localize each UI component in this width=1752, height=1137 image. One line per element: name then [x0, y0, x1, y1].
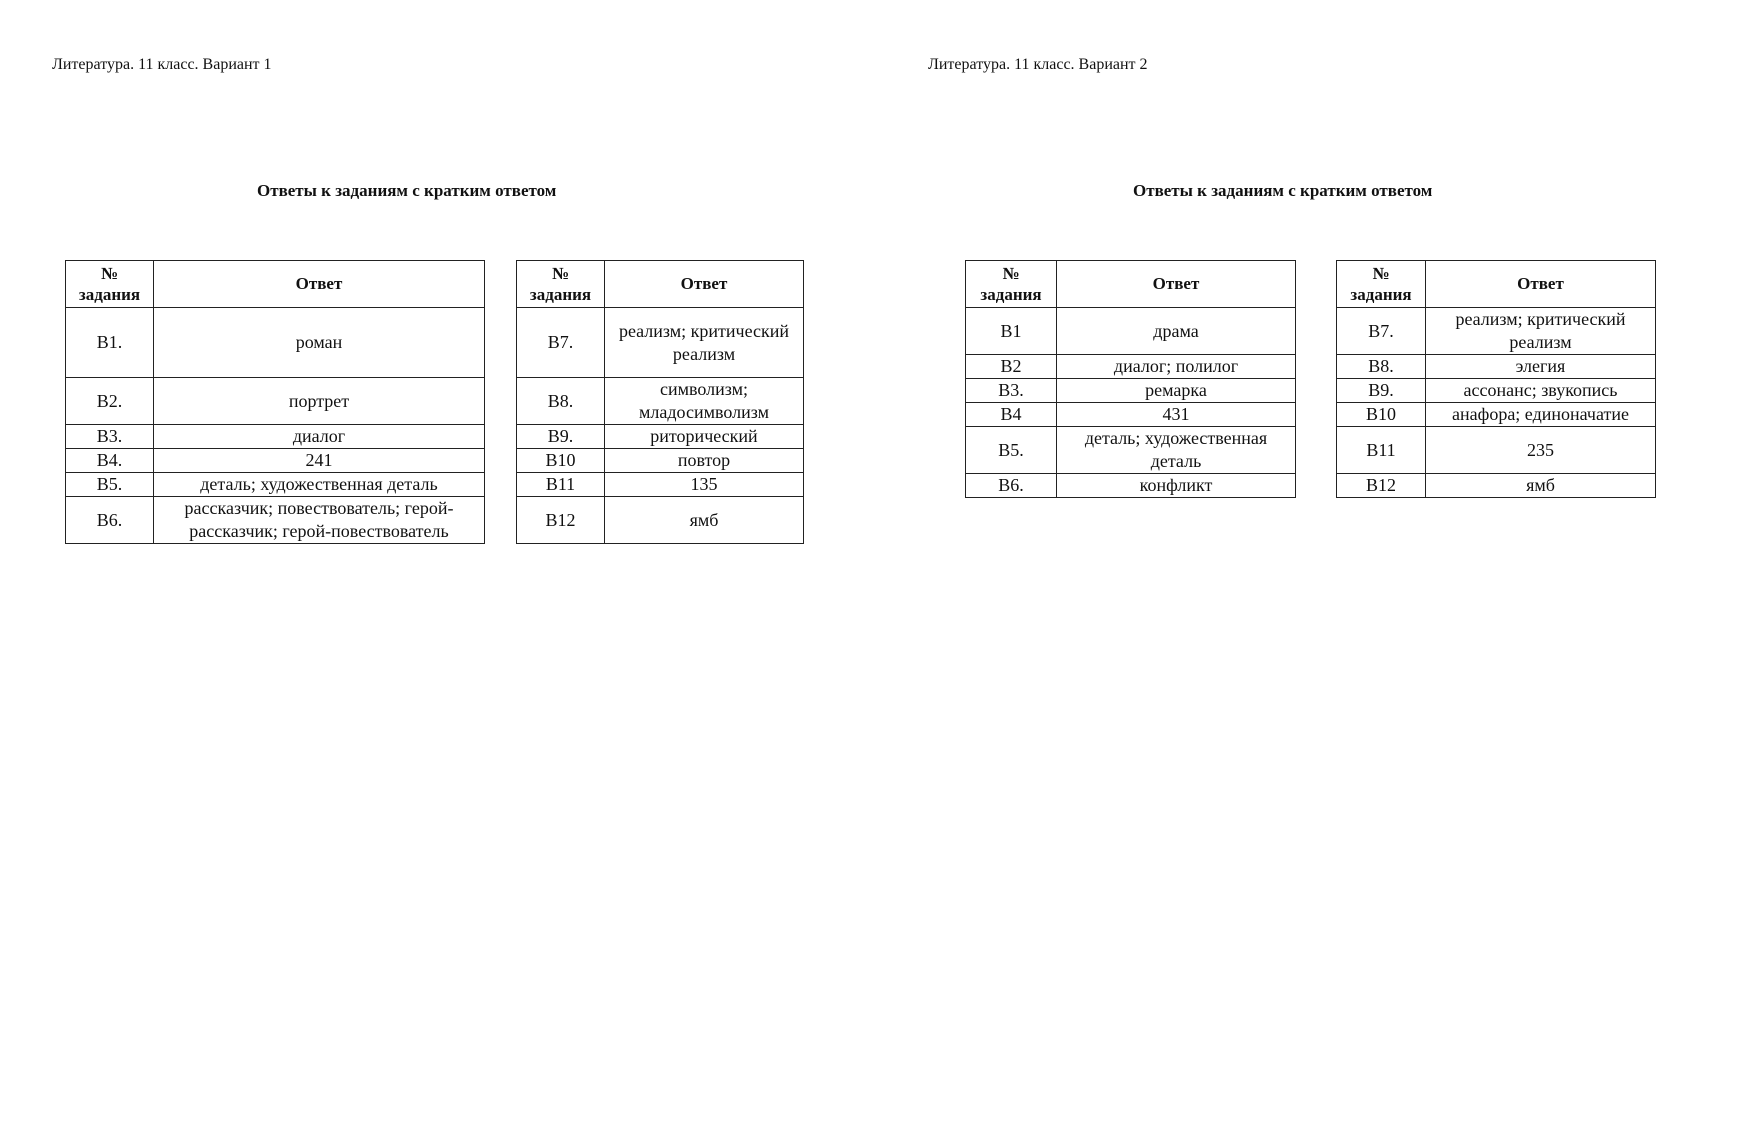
table-header-row — [1337, 261, 1656, 308]
task-answer: элегия — [1426, 355, 1656, 379]
task-number: В5. — [66, 473, 154, 497]
task-number: В4. — [66, 449, 154, 473]
table-row — [966, 474, 1296, 498]
column-header-answer: Ответ — [154, 261, 485, 308]
table-row — [966, 427, 1296, 474]
task-answer: повтор — [605, 449, 804, 473]
task-answer: 135 — [605, 473, 804, 497]
column-header-number-line1: № — [1002, 264, 1020, 283]
task-answer: деталь; художественная деталь — [154, 473, 485, 497]
column-header-answer: Ответ — [1057, 261, 1296, 308]
section-title-variant-2: Ответы к заданиям с кратким ответом — [1133, 181, 1433, 200]
task-answer: драма — [1057, 308, 1296, 355]
task-answer: риторический — [605, 425, 804, 449]
table-row — [1337, 355, 1656, 379]
task-number: В3. — [66, 425, 154, 449]
task-answer: ямб — [605, 497, 804, 544]
task-number: В9. — [1337, 379, 1426, 403]
task-answer: роман — [154, 308, 485, 378]
answers-table-v1-right — [516, 260, 804, 544]
task-number: В7. — [517, 308, 605, 378]
table-row — [517, 378, 804, 425]
table-row — [66, 497, 485, 544]
task-number: В12 — [1337, 474, 1426, 498]
table-row — [66, 308, 485, 378]
table-row — [66, 449, 485, 473]
task-number: В5. — [966, 427, 1057, 474]
task-answer: реализм; критический реализм — [1426, 308, 1656, 355]
task-number: В2 — [966, 355, 1057, 379]
task-number: В10 — [517, 449, 605, 473]
task-number: В11 — [1337, 427, 1426, 474]
task-number: В10 — [1337, 403, 1426, 427]
table-row — [966, 379, 1296, 403]
column-header-number — [1337, 261, 1426, 308]
table-row — [1337, 403, 1656, 427]
column-header-number-line2: задания — [980, 285, 1042, 304]
table-row — [517, 308, 804, 378]
page-header-variant-2: Литература. 11 класс. Вариант 2 — [928, 56, 1148, 73]
table-row — [966, 355, 1296, 379]
task-number: В9. — [517, 425, 605, 449]
task-answer: ямб — [1426, 474, 1656, 498]
column-header-answer: Ответ — [605, 261, 804, 308]
column-header-number-line1: № — [551, 264, 570, 283]
task-number: В4 — [966, 403, 1057, 427]
table-header-row — [517, 261, 804, 308]
task-number: В8. — [517, 378, 605, 425]
table-row — [517, 449, 804, 473]
task-answer: 241 — [154, 449, 485, 473]
table-header-row — [66, 261, 485, 308]
table-row — [66, 378, 485, 425]
task-answer: деталь; художественная деталь — [1057, 427, 1296, 474]
task-answer: ремарка — [1057, 379, 1296, 403]
column-header-number — [966, 261, 1057, 308]
answers-table-v2-right — [1336, 260, 1656, 498]
task-answer: портрет — [154, 378, 485, 425]
task-number: В11 — [517, 473, 605, 497]
table-row — [517, 473, 804, 497]
page-header-variant-1: Литература. 11 класс. Вариант 1 — [52, 56, 272, 73]
table-row — [966, 308, 1296, 355]
table-row — [1337, 308, 1656, 355]
task-number: В1 — [966, 308, 1057, 355]
table-row — [1337, 379, 1656, 403]
column-header-number-line1: № — [1372, 264, 1390, 283]
table-row — [1337, 474, 1656, 498]
column-header-number-line2: задания — [529, 285, 592, 304]
answers-table-v2-left — [965, 260, 1296, 498]
column-header-number-line2: задания — [1350, 285, 1412, 304]
task-number: В12 — [517, 497, 605, 544]
task-answer: 431 — [1057, 403, 1296, 427]
task-answer: 235 — [1426, 427, 1656, 474]
task-number: В7. — [1337, 308, 1426, 355]
task-number: В6. — [66, 497, 154, 544]
task-answer: диалог — [154, 425, 485, 449]
table-row — [517, 497, 804, 544]
column-header-answer: Ответ — [1426, 261, 1656, 308]
table-row — [1337, 427, 1656, 474]
task-number: В6. — [966, 474, 1057, 498]
table-row — [66, 425, 485, 449]
task-number: В1. — [66, 308, 154, 378]
task-number: В8. — [1337, 355, 1426, 379]
table-header-row — [966, 261, 1296, 308]
task-number: В3. — [966, 379, 1057, 403]
section-title-variant-1: Ответы к заданиям с кратким ответом — [257, 181, 557, 200]
task-answer: реализм; критический реализм — [605, 308, 804, 378]
table-row — [966, 403, 1296, 427]
task-answer: символизм; младосимволизм — [605, 378, 804, 425]
task-number: В2. — [66, 378, 154, 425]
column-header-number — [66, 261, 154, 308]
table-row — [517, 425, 804, 449]
task-answer: диалог; полилог — [1057, 355, 1296, 379]
task-answer: конфликт — [1057, 474, 1296, 498]
task-answer: анафора; единоначатие — [1426, 403, 1656, 427]
task-answer: рассказчик; повествователь; герой-рассказчик; герой-повествователь — [154, 497, 485, 544]
column-header-number — [517, 261, 605, 308]
task-answer: ассонанс; звукопись — [1426, 379, 1656, 403]
table-row — [66, 473, 485, 497]
column-header-number-line1: № — [100, 264, 119, 283]
answers-table-v1-left — [65, 260, 485, 544]
column-header-number-line2: задания — [78, 285, 141, 304]
